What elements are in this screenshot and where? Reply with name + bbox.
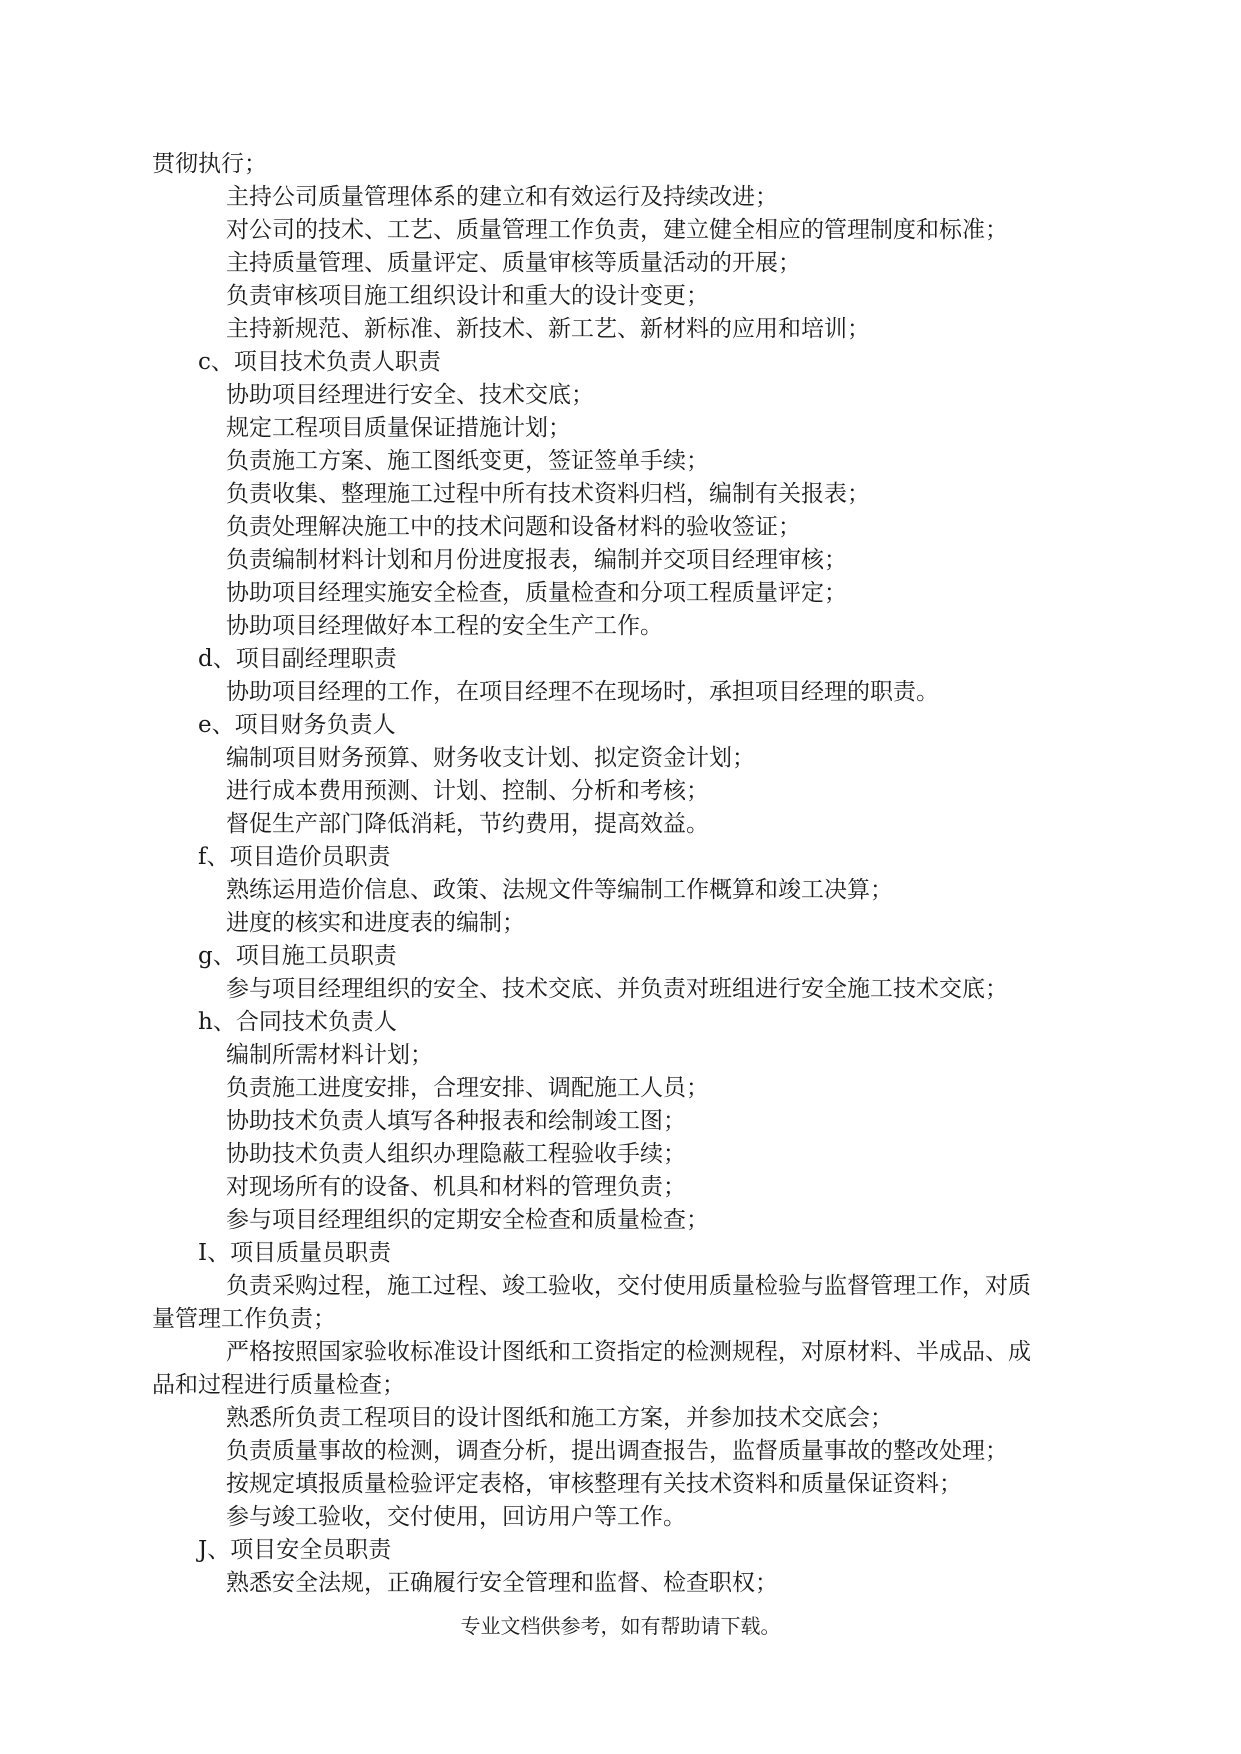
- text-line: 参与竣工验收，交付使用，回访用户等工作。: [226, 1504, 686, 1530]
- page-footer: 专业文档供参考，如有帮助请下载。: [460, 1614, 781, 1638]
- text-line: 熟悉所负责工程项目的设计图纸和施工方案，并参加技术交底会；: [226, 1405, 893, 1431]
- text-line: 对现场所有的设备、机具和材料的管理负责；: [226, 1174, 686, 1200]
- text-line: 负责收集、整理施工过程中所有技术资料归档，编制有关报表；: [226, 481, 870, 507]
- text-line: 熟练运用造价信息、政策、法规文件等编制工作概算和竣工决算；: [226, 877, 893, 903]
- text-line: 主持新规范、新标准、新技术、新工艺、新材料的应用和培训；: [226, 316, 870, 342]
- text-line: 进行成本费用预测、计划、控制、分析和考核；: [226, 778, 709, 804]
- section-heading: f、项目造价员职责: [198, 844, 391, 870]
- text-line: 贯彻执行；: [152, 151, 267, 177]
- section-heading: J、项目安全员职责: [198, 1537, 392, 1563]
- text-line: 规定工程项目质量保证措施计划；: [226, 415, 571, 441]
- text-line: 按规定填报质量检验评定表格，审核整理有关技术资料和质量保证资料；: [226, 1471, 962, 1497]
- text-line: 协助项目经理做好本工程的安全生产工作。: [226, 613, 663, 639]
- text-line: 负责处理解决施工中的技术问题和设备材料的验收签证；: [226, 514, 801, 540]
- section-heading: h、合同技术负责人: [198, 1009, 397, 1035]
- section-heading: c、项目技术负责人职责: [198, 349, 441, 375]
- text-line: 主持公司质量管理体系的建立和有效运行及持续改进；: [226, 184, 778, 210]
- text-line: 协助技术负责人填写各种报表和绘制竣工图；: [226, 1108, 686, 1134]
- section-heading: g、项目施工员职责: [198, 943, 397, 969]
- text-line: 负责采购过程，施工过程、竣工验收，交付使用质量检验与监督管理工作，对质: [226, 1273, 1031, 1299]
- text-line: 协助项目经理的工作，在项目经理不在现场时，承担项目经理的职责。: [226, 679, 939, 705]
- text-line: 协助项目经理实施安全检查，质量检查和分项工程质量评定；: [226, 580, 847, 606]
- text-line: 严格按照国家验收标准设计图纸和工资指定的检测规程，对原材料、半成品、成: [226, 1339, 1031, 1365]
- text-line: 负责审核项目施工组织设计和重大的设计变更；: [226, 283, 709, 309]
- text-line: 对公司的技术、工艺、质量管理工作负责，建立健全相应的管理制度和标准；: [226, 217, 1008, 243]
- text-line: 编制所需材料计划；: [226, 1042, 433, 1068]
- text-line: 协助技术负责人组织办理隐蔽工程验收手续；: [226, 1141, 686, 1167]
- section-heading: I、项目质量员职责: [198, 1240, 392, 1266]
- text-line: 进度的核实和进度表的编制；: [226, 910, 525, 936]
- text-line: 参与项目经理组织的定期安全检查和质量检查；: [226, 1207, 709, 1233]
- section-heading: d、项目副经理职责: [198, 646, 397, 672]
- text-line: 参与项目经理组织的安全、技术交底、并负责对班组进行安全施工技术交底；: [226, 976, 1008, 1002]
- text-line: 协助项目经理进行安全、技术交底；: [226, 382, 594, 408]
- text-line: 品和过程进行质量检查；: [152, 1372, 405, 1398]
- text-line: 负责施工进度安排，合理安排、调配施工人员；: [226, 1075, 709, 1101]
- text-line: 量管理工作负责；: [152, 1306, 336, 1332]
- text-line: 熟悉安全法规，正确履行安全管理和监督、检查职权；: [226, 1570, 778, 1596]
- section-heading: e、项目财务负责人: [198, 712, 396, 738]
- text-line: 负责编制材料计划和月份进度报表，编制并交项目经理审核；: [226, 547, 847, 573]
- text-line: 主持质量管理、质量评定、质量审核等质量活动的开展；: [226, 250, 801, 276]
- text-line: 负责质量事故的检测，调查分析，提出调查报告，监督质量事故的整改处理；: [226, 1438, 1008, 1464]
- text-line: 负责施工方案、施工图纸变更，签证签单手续；: [226, 448, 709, 474]
- text-line: 督促生产部门降低消耗，节约费用，提高效益。: [226, 811, 709, 837]
- text-line: 编制项目财务预算、财务收支计划、拟定资金计划；: [226, 745, 755, 771]
